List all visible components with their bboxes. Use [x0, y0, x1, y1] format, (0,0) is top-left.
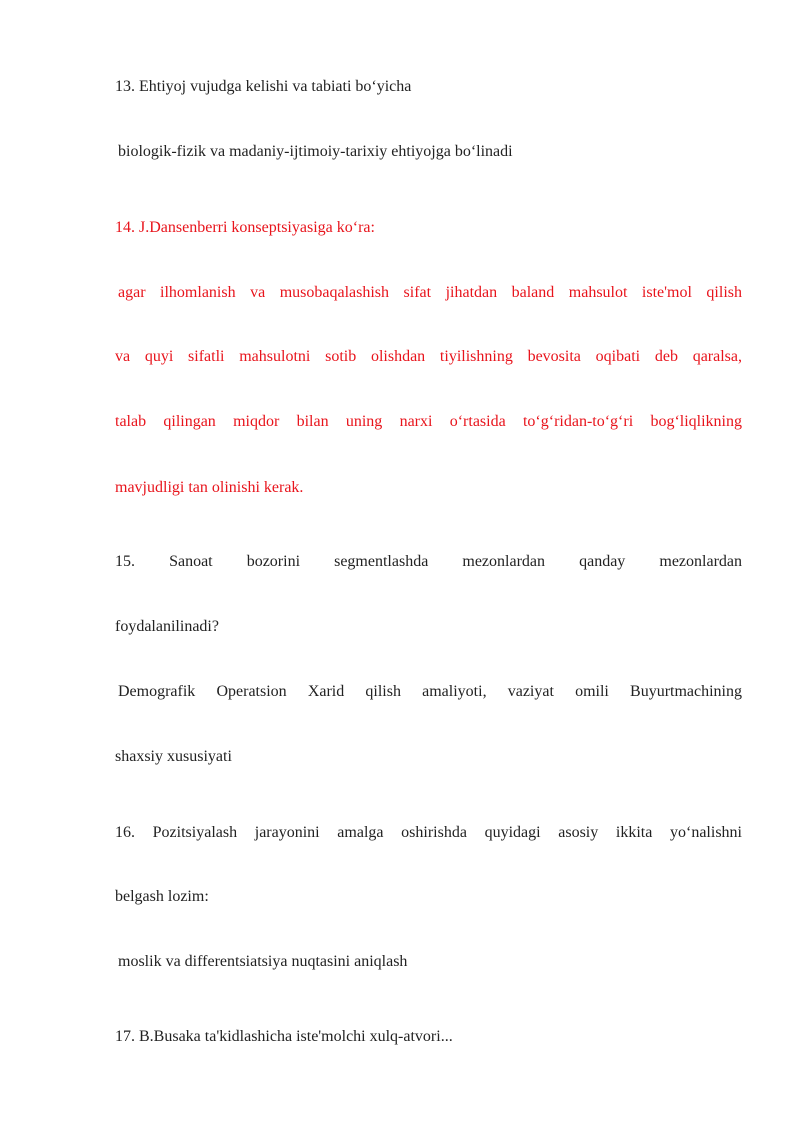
- question-16-line-2: belgash lozim:: [115, 888, 209, 905]
- question-16-line-1: 16. Pozitsiyalash jarayonini amalga oshirishda quyidagi asosiy ikkita yo‘nalishni: [115, 824, 742, 841]
- question-15-line-1: 15. Sanoat bozorini segmentlashda mezonlardan qanday mezonlardan: [115, 553, 742, 570]
- answer-14-line-4: mavjudligi tan olinishi kerak.: [115, 479, 304, 496]
- answer-13: biologik-fizik va madaniy-ijtimoiy-tarixiy ehtiyojga bo‘linadi: [118, 143, 513, 160]
- question-14: 14. J.Dansenberri konseptsiyasiga ko‘ra:: [115, 219, 375, 236]
- answer-15-line-1: Demografik Operatsion Xarid qilish amaliyoti, vaziyat omili Buyurtmachining: [118, 683, 742, 700]
- question-15-line-2: foydalanilinadi?: [115, 618, 219, 635]
- answer-15-line-2: shaxsiy xususiyati: [115, 748, 232, 765]
- answer-14-line-2: va quyi sifatli mahsulotni sotib olishdan tiyilishning bevosita oqibati deb qaralsa,: [115, 348, 742, 365]
- answer-16: moslik va differentsiatsiya nuqtasini aniqlash: [118, 953, 408, 970]
- answer-14-line-1: agar ilhomlanish va musobaqalashish sifat jihatdan baland mahsulot iste'mol qilish: [118, 284, 742, 301]
- question-13: 13. Ehtiyoj vujudga kelishi va tabiati bo‘yicha: [115, 78, 412, 95]
- question-17: 17. B.Busaka ta'kidlashicha iste'molchi xulq-atvori...: [115, 1028, 453, 1045]
- answer-14-line-3: talab qilingan miqdor bilan uning narxi o‘rtasida to‘g‘ridan-to‘g‘ri bog‘liqlikning: [115, 413, 742, 430]
